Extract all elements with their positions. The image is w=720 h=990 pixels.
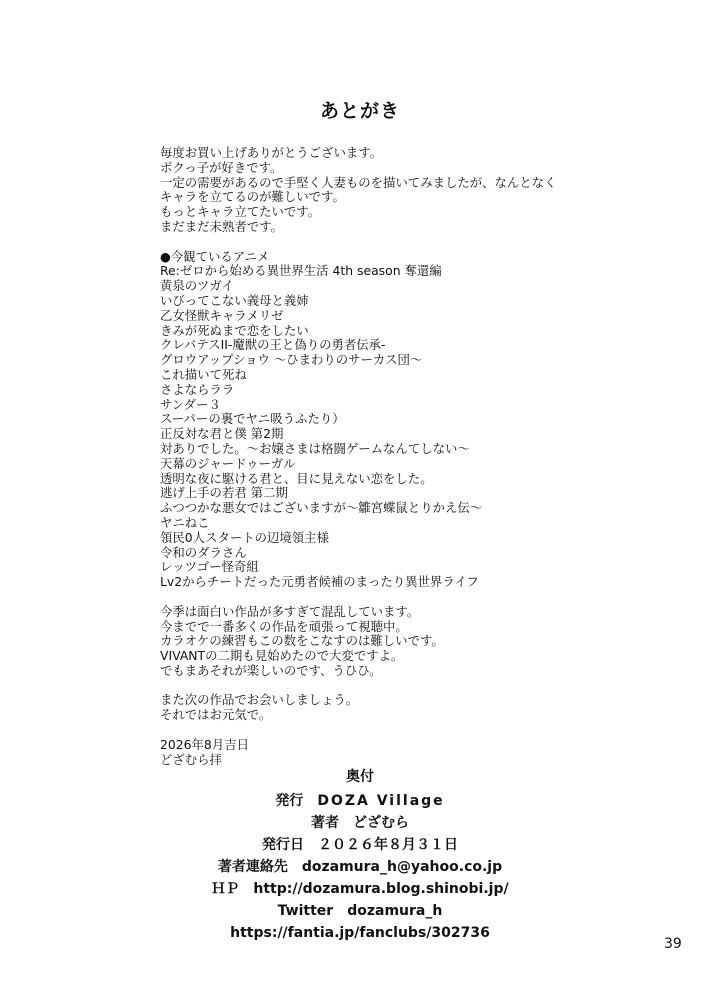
body-line: カラオケの練習もこの数をこなすのは難しいです。 <box>160 633 444 649</box>
anime-item: ふつつかな悪女ではございますが～雛宮蝶鼠とりかえ伝～ <box>160 500 483 516</box>
anime-heading: ●今観ているアニメ <box>160 248 270 264</box>
body-line: もっとキャラ立てたいです。 <box>160 204 321 220</box>
page-number: 39 <box>664 936 682 952</box>
anime-item: 令和のダラさん <box>160 544 247 560</box>
colophon-twitter <box>0 900 720 922</box>
paragraph-gap <box>160 235 620 250</box>
colophon-publisher <box>0 790 720 812</box>
colophon-author <box>0 812 720 834</box>
body-line: でもまあそれが楽しいのです、うひひ。 <box>160 662 382 678</box>
anime-item: クレバテスII-魔獣の王と偽りの勇者伝承- <box>160 337 386 353</box>
publisher-value: DOZA Village <box>317 793 445 809</box>
body-line: キャラを立てるのが難しいです。 <box>160 189 345 205</box>
contact-value: dozamura_h@yahoo.co.jp <box>301 859 503 875</box>
anime-item: きみが死ぬまで恋をしたい <box>160 322 309 338</box>
anime-item: これ描いて死ね <box>160 366 247 382</box>
afterword-body <box>160 146 620 767</box>
body-line: まだまだ未熟者です。 <box>160 218 283 234</box>
colophon-date <box>0 834 720 856</box>
author-value: どざむら <box>353 815 409 831</box>
date-label: 発行日 <box>262 837 304 853</box>
date-value: ２０２６年８月３１日 <box>318 837 458 853</box>
colophon-fantia: https://fantia.jp/fanclubs/302736 <box>230 925 490 941</box>
paragraph-gap <box>160 590 620 605</box>
signoff-date: 2026年8月吉日 <box>160 736 249 752</box>
anime-item: サンダー３ <box>160 396 221 412</box>
anime-item: 黄泉のツガイ <box>160 278 234 294</box>
afterword-title: あとがき <box>319 100 400 122</box>
anime-item: 領民0人スタートの辺境領主様 <box>160 529 329 545</box>
colophon-contact <box>0 856 720 878</box>
anime-item: スーパーの裏でヤニ吸うふたり） <box>160 411 345 427</box>
signoff-name: どざむら拝 <box>160 751 222 767</box>
body-line: ボクっ子が好きです。 <box>160 159 283 175</box>
anime-item: 天幕のジャードゥーガル <box>160 455 296 471</box>
twitter-label: Twitter <box>277 903 334 919</box>
hp-label: ＨＰ <box>211 881 240 897</box>
publisher-label: 発行 <box>275 793 304 809</box>
colophon-hp <box>0 878 720 900</box>
body-line: また次の作品でお会いしましょう。 <box>160 692 359 708</box>
paragraph-gap <box>160 723 620 738</box>
colophon <box>0 766 720 944</box>
anime-item: 乙女怪獣キャラメリゼ <box>160 307 284 323</box>
anime-item: Re:ゼロから始める異世界生活 4th season 奪還編 <box>160 263 442 279</box>
body-line: それではお元気で。 <box>160 707 272 723</box>
body-line: 今季は面白い作品が多すぎて混乱しています。 <box>160 603 420 619</box>
anime-item: さよならララ <box>160 381 235 397</box>
anime-item: レッツゴー怪奇組 <box>160 559 259 575</box>
contact-label: 著者連絡先 <box>217 859 288 875</box>
anime-item: ヤニねこ <box>160 514 210 530</box>
anime-item: 正反対な君と僕 第2期 <box>160 426 284 442</box>
anime-item: Lv2からチートだった元勇者候補のまったり異世界ライフ <box>160 574 479 590</box>
anime-item: 逃げ上手の若君 第二期 <box>160 485 288 501</box>
body-line: 一定の需要があるので手堅く人妻ものを描いてみましたが、なんとなく <box>160 174 557 190</box>
paragraph-gap <box>160 679 620 694</box>
author-label: 著者 <box>311 815 339 831</box>
twitter-value: dozamura_h <box>347 903 443 919</box>
anime-item: グロウアップショウ ～ひまわりのサーカス団～ <box>160 352 423 368</box>
body-line: VIVANTの二期も見始めたので大変ですよ。 <box>160 648 404 664</box>
body-line: 毎度お買い上げありがとうございます。 <box>160 145 383 160</box>
hp-value: http://dozamura.blog.shinobi.jp/ <box>253 881 509 897</box>
colophon-heading: 奥付 <box>346 769 374 785</box>
anime-item: いびってこない義母と義姉 <box>160 292 309 308</box>
body-line: 今までで一番多くの作品を頑張って視聴中。 <box>160 618 408 634</box>
anime-item: 透明な夜に駆ける君と、目に見えない恋をした。 <box>160 470 433 486</box>
anime-item: 対ありでした。～お嬢さまは格闘ゲームなんてしない～ <box>160 440 470 456</box>
